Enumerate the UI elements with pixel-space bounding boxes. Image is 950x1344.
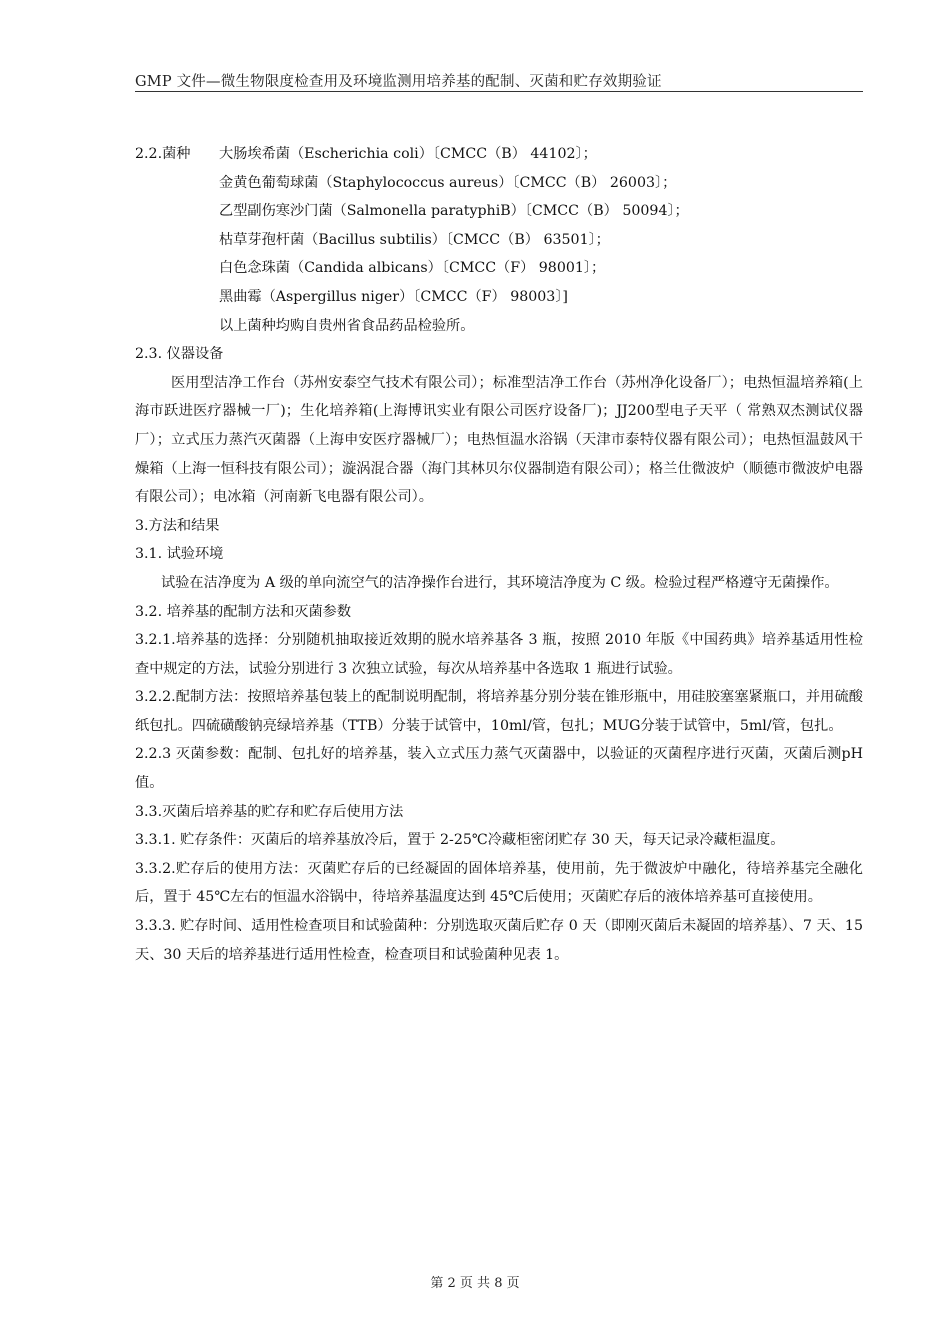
storage-time-paragraph: 3.3.3. 贮存时间、适用性检查项目和试验菌种：分别选取灭菌后贮存 0 天（即刚灭菌后未凝固的培养基）、7 天、15 天、30 天后的培养基进行适用性检查，检查项目和试验菌种见表 1。 — [135, 918, 863, 963]
storage-conditions-paragraph: 3.3.1. 贮存条件：灭菌后的培养基放冷后，置于 2-25℃冷藏柜密闭贮存 30 天，每天记录冷藏柜温度。 — [135, 832, 785, 849]
strain-item: 黑曲霉（Aspergillus niger）〔CMCC（F） 98003〕] — [219, 288, 568, 305]
storage-heading: 3.3.灭菌后培养基的贮存和贮存后使用方法 — [135, 803, 404, 820]
environment-heading: 3.1. 试验环境 — [135, 546, 224, 563]
strain-first-row — [135, 140, 863, 169]
page-header-title: GMP 文件—微生物限度检查用及环境监测用培养基的配制、灭菌和贮存效期验证 — [135, 74, 662, 90]
equipment-heading: 2.3. 仪器设备 — [135, 346, 224, 363]
strain-list — [135, 169, 863, 341]
preparation-method-paragraph: 3.2.2.配制方法：按照培养基包装上的配制说明配制，将培养基分别分装在锥形瓶中，用硅胶塞塞紧瓶口，并用硫酸纸包扎。四硫磺酸钠亮绿培养基（TTB）分装于试管中，10ml/管，包扎；MUG分装于试管中，5ml/管，包扎。 — [135, 689, 863, 734]
strain-item: 乙型副伤寒沙门菌（Salmonella paratyphiB）〔CMCC（B） 50094〕； — [219, 203, 689, 220]
page-number: 第 2 页 共 8 页 — [430, 1276, 520, 1291]
equipment-paragraph: 医用型洁净工作台（苏州安泰空气技术有限公司）；标准型洁净工作台（苏州净化设备厂）；电热恒温培养箱(上海市跃进医疗器械一厂)；生化培养箱(上海博讯实业有限公司医疗设备厂)；JJ200型电子天平（ 常熟双杰测试仪器厂）；立式压力蒸汽灭菌器（上海申安医疗器械厂）；电热恒温水浴锅（天津市泰特仪器有限公司）；电热恒温鼓风干燥箱（上海一恒科技有限公司）；漩涡混合器（海门其林贝尔仪器制造有限公司）；格兰仕微波炉（顺德市微波炉电器有限公司）；电冰箱（河南新飞电器有限公司）。 — [135, 374, 863, 506]
strain-section-heading: 2.2.菌种 — [135, 146, 191, 162]
header-rule — [135, 91, 863, 92]
strain-source-note: 以上菌种均购自贵州省食品药品检验所。 — [219, 317, 475, 334]
strain-item: 金黄色葡萄球菌（Staphylococcus aureus）〔CMCC（B） 26003〕； — [219, 174, 677, 191]
sterilization-parameters-paragraph: 2.2.3 灭菌参数：配制、包扎好的培养基，装入立式压力蒸气灭菌器中，以验证的灭菌程序进行灭菌，灭菌后测pH值。 — [135, 746, 863, 792]
strain-item: 白色念珠菌（Candida albicans）〔CMCC（F） 98001〕； — [219, 260, 606, 277]
strain-item: 枯草芽孢杆菌（Bacillus subtilis）〔CMCC（B） 63501〕； — [219, 231, 610, 248]
environment-paragraph: 试验在洁净度为 A 级的单向流空气的洁净操作台进行，其环境洁净度为 C 级。检验过程严格遵守无菌操作。 — [161, 574, 839, 591]
preparation-heading: 3.2. 培养基的配制方法和灭菌参数 — [135, 603, 352, 620]
media-selection-paragraph: 3.2.1.培养基的选择：分别随机抽取接近效期的脱水培养基各 3 瓶，按照 2010 年版《中国药典》培养基适用性检查中规定的方法，试验分别进行 3 次独立试验，每次从培养基中各选取 1 瓶进行试验。 — [135, 632, 863, 677]
methods-heading: 3.方法和结果 — [135, 517, 220, 534]
strain-item: 大肠埃希菌（Escherichia coli）〔CMCC（B） 44102〕； — [219, 146, 597, 162]
document-body — [135, 140, 863, 969]
post-storage-usage-paragraph: 3.3.2.贮存后的使用方法：灭菌贮存后的已经凝固的固体培养基，使用前，先于微波炉中融化，待培养基完全融化后，置于 45℃左右的恒温水浴锅中，待培养基温度达到 45℃后使用；灭菌贮存后的液体培养基可直接使用。 — [135, 860, 863, 906]
